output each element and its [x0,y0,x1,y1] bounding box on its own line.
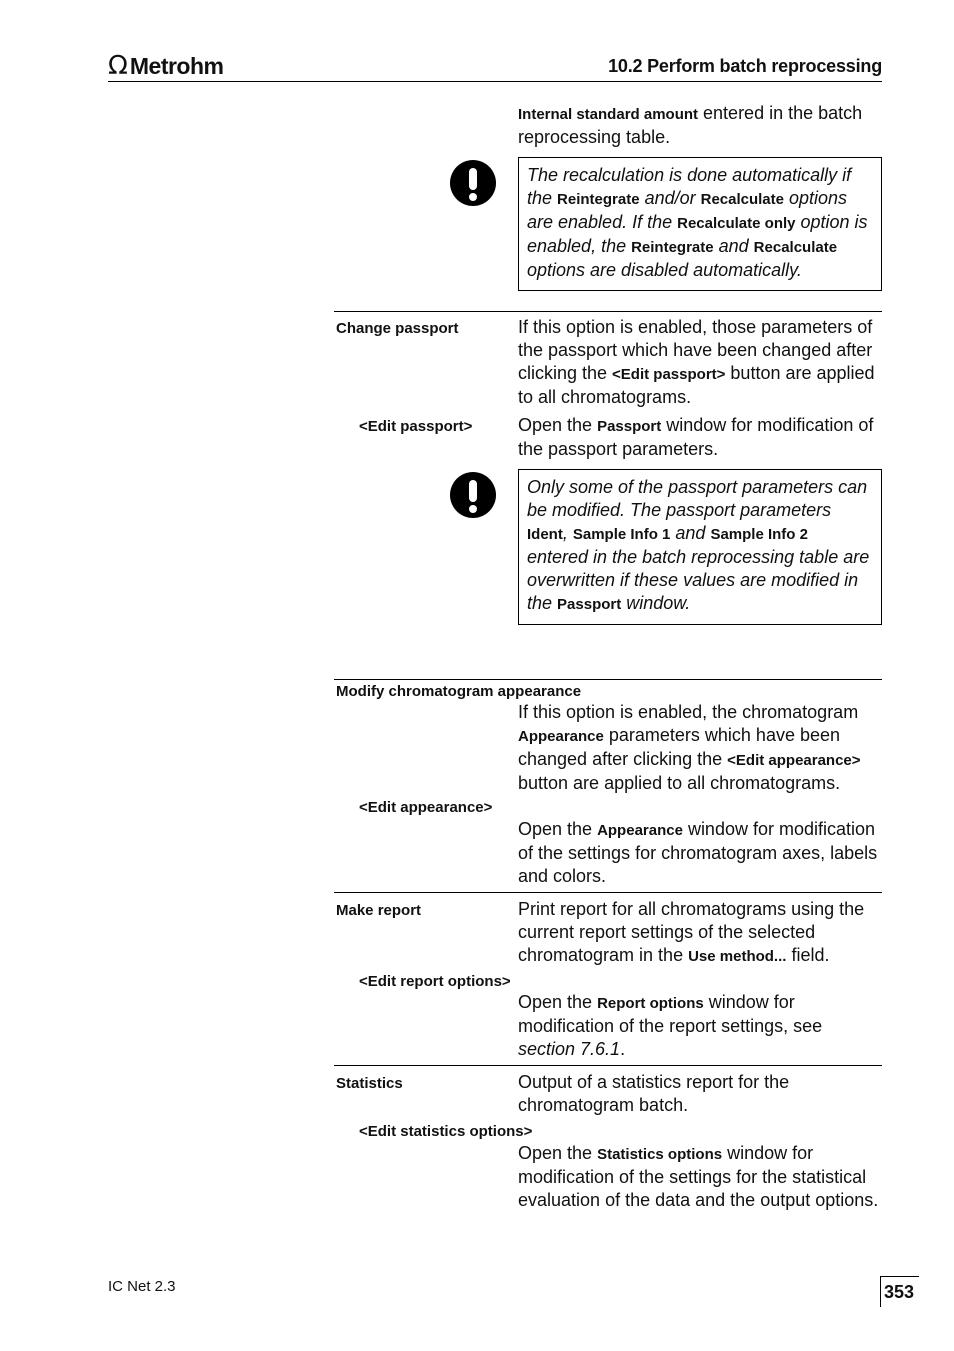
edit-appearance-label: <Edit appearance> [359,799,493,816]
brand-name: Metrohm [129,52,224,79]
note-passport: Only some of the passport parameters can be modified. The passport parameters Ident, Sample Info 1 and Sample Info 2 entered in the batch reprocessing table are overwritten if these values are modified in the Passport window. [518,469,882,625]
page-number: 353 [884,1282,915,1302]
header-divider [108,81,882,82]
edit-passport-label: <Edit passport> [359,418,473,435]
section-divider [334,892,882,893]
intro-paragraph [518,102,888,149]
intro-text: entered in the batch reprocessing table. [518,103,863,147]
exclamation-icon [450,472,496,518]
statistics-label: Statistics [336,1075,403,1092]
section-title: 10.2 Perform batch reprocessing [608,56,882,76]
intro-bold: Internal standard amount [518,106,699,123]
section-divider [334,311,882,312]
edit-report-options-label: <Edit report options> [359,973,511,990]
section-divider [334,679,882,680]
modify-appearance-label: Modify chromatogram appearance [336,683,582,700]
section-divider [334,1065,882,1066]
statistics-description: Output of a statistics report for the chromatogram batch. [518,1072,790,1115]
edit-passport-description: Open the Passport window for modification of the passport parameters. [518,415,874,459]
change-passport-description: If this option is enabled, those parameters of the passport which have been changed after clicking the <Edit passport> button are applied to all chromatograms. [518,317,875,407]
edit-statistics-options-description: Open the Statistics options window for modification of the settings for the statistical evaluation of the data and the output options. [518,1143,879,1210]
edit-statistics-options-label: <Edit statistics options> [359,1123,533,1140]
make-report-label: Make report [336,902,422,919]
omega-logo-icon: Ω [108,51,128,81]
edit-report-options-description: Open the Report options window for modification of the report settings, see section 7.6.1. [518,992,823,1059]
note-recalculation: The recalculation is done automatically if the Reintegrate and/or Recalculate options are enabled. If the Recalculate only option is enabled, the Reintegrate and Recalculate options are disabled automatically. [518,157,882,291]
change-passport-label: Change passport [336,320,459,337]
edit-appearance-description: Open the Appearance window for modification of the settings for chromatogram axes, labels and colors. [518,819,878,886]
metrohm-logo [108,50,224,82]
exclamation-icon [450,160,496,206]
make-report-description: Print report for all chromatograms using the current report settings of the selected chromatogram in the Use method... field. [518,899,865,965]
modify-appearance-description: If this option is enabled, the chromatogram Appearance parameters which have been changed after clicking the <Edit appearance> button are applied to all chromatograms. [518,702,861,793]
product-name: IC Net 2.3 [108,1278,176,1295]
